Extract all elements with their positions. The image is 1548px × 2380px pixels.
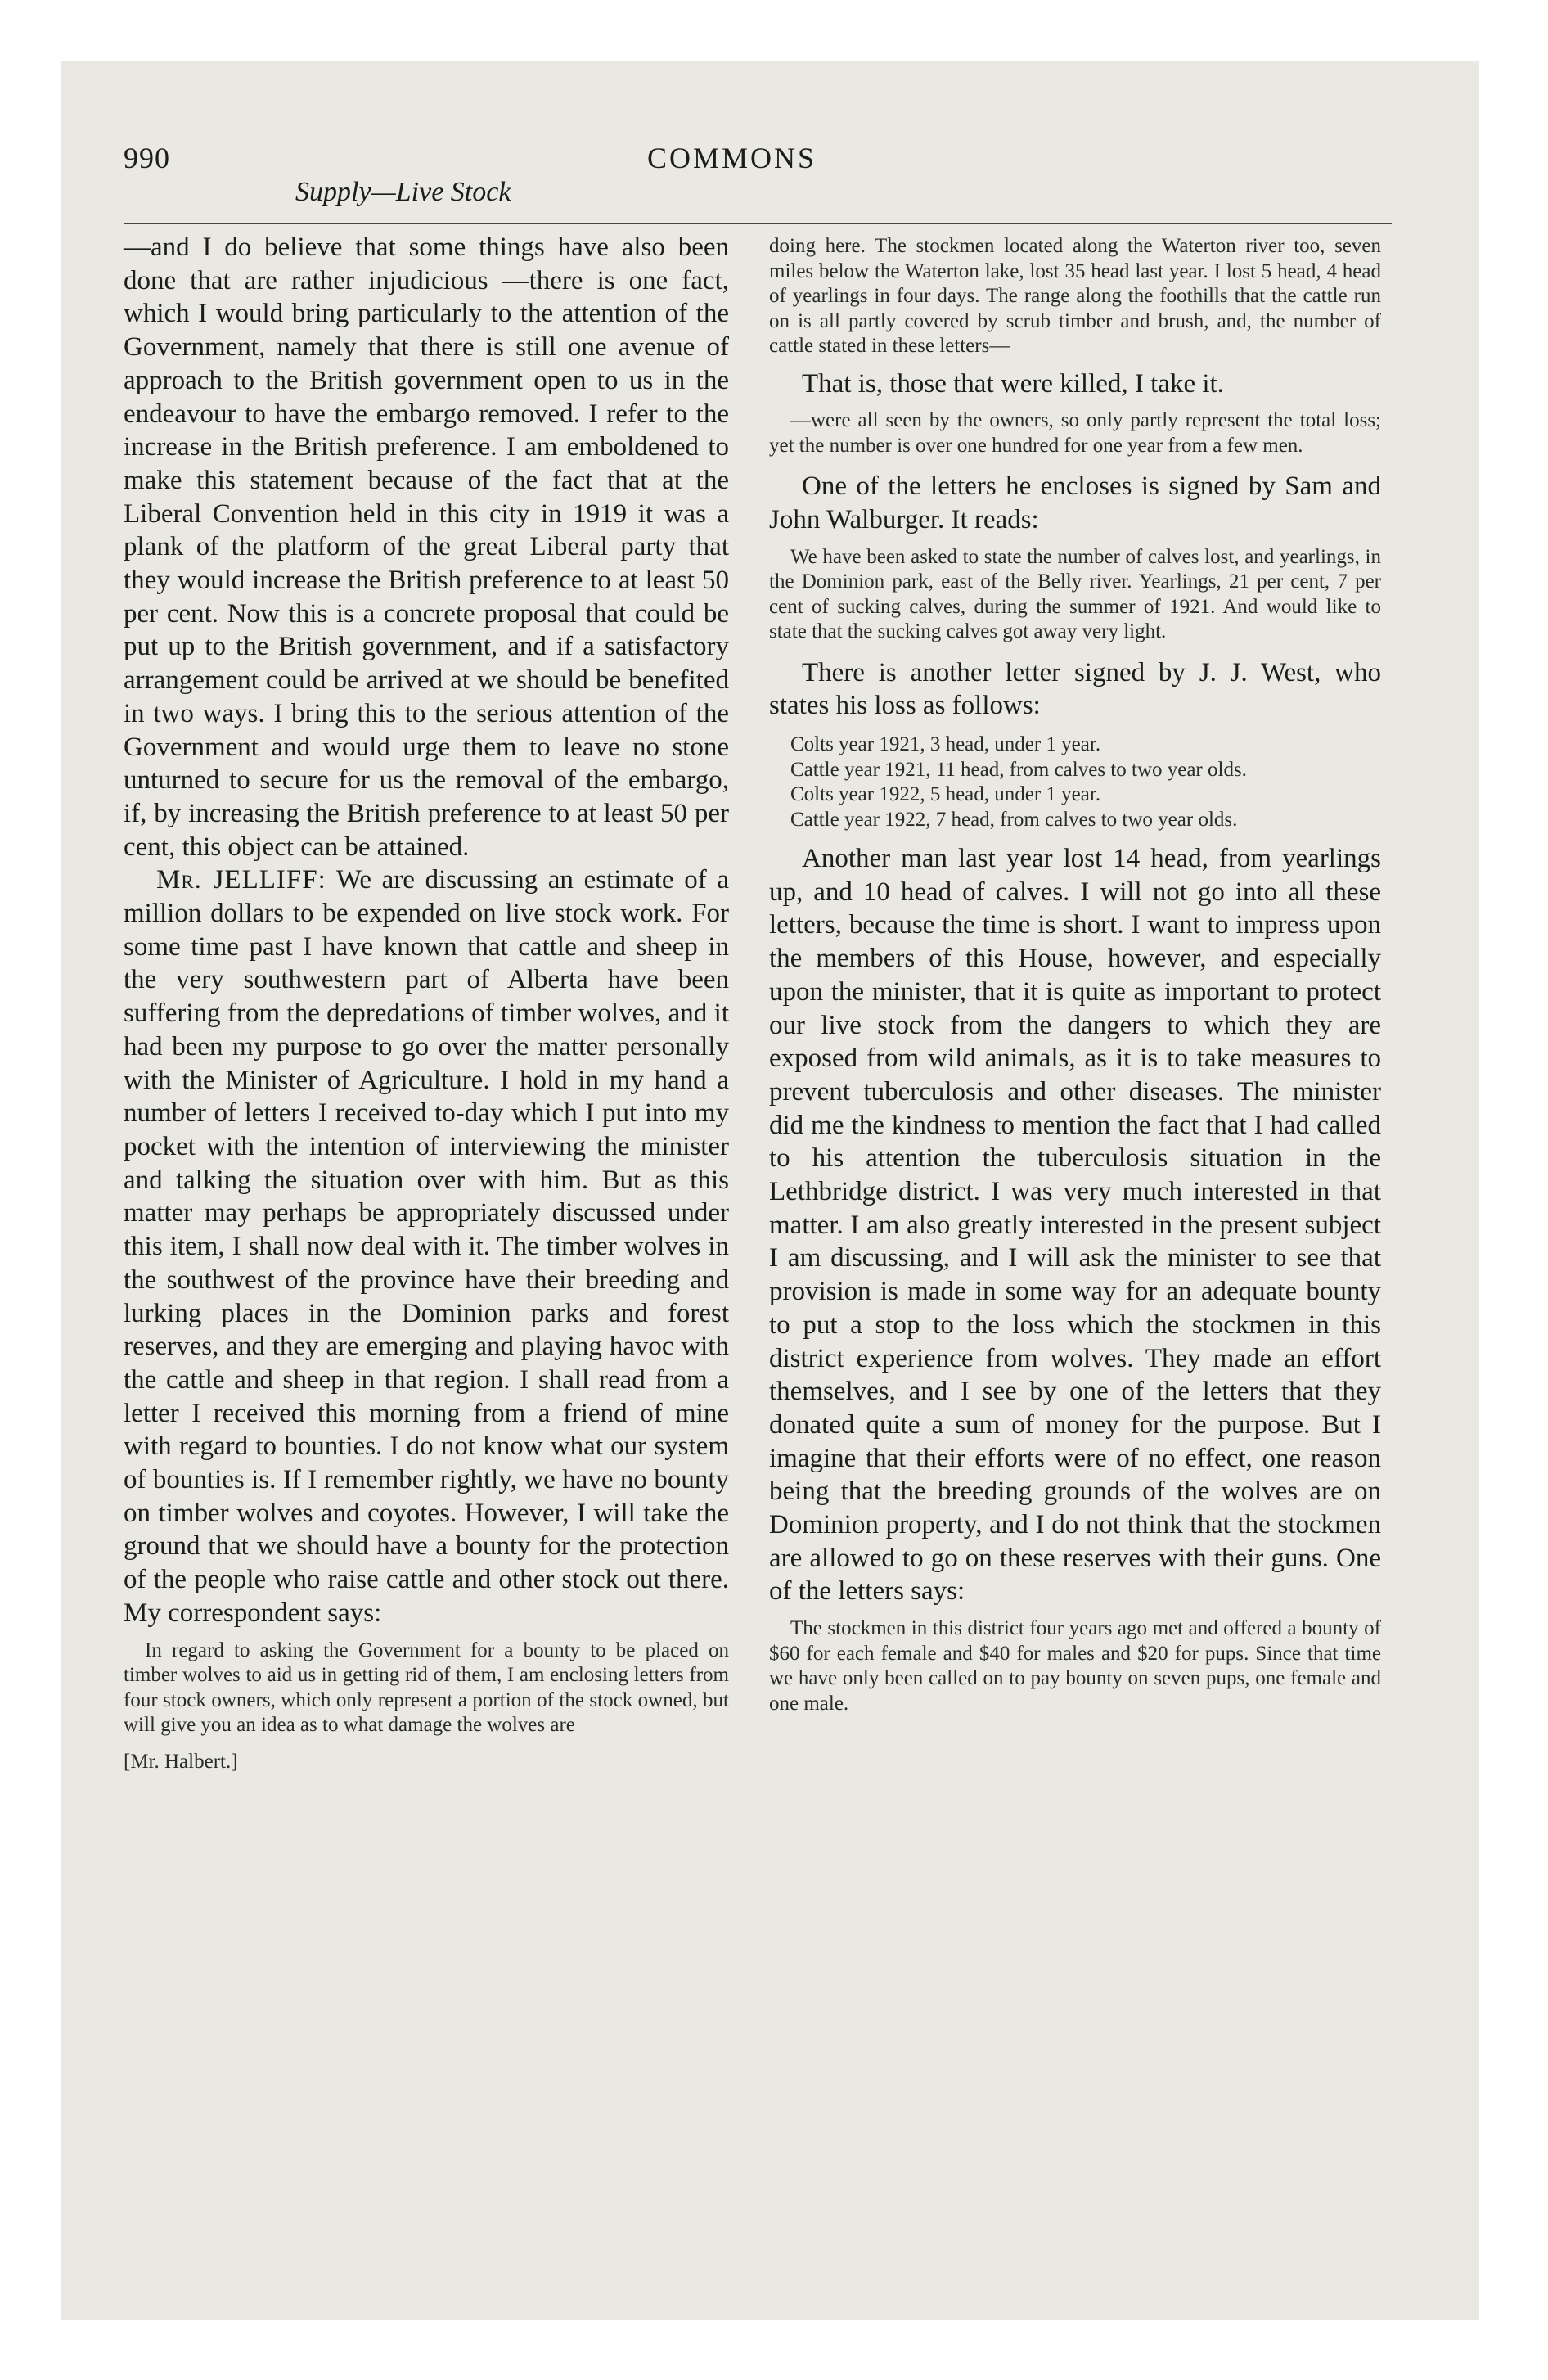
- quote-correspondent-continued: doing here. The stockmen located along the Waterton river too, seven miles below the Waterton lake, lost 35 head last year. I lost 5 head, 4 head of yearlings in four days. The range along the foothills that the cattle run on is all partly covered by scrub timber and brush, and, the number of cattle stated in these letters—: [769, 235, 1381, 357]
- paragraph-aside: That is, those that were killed, I take it.: [802, 368, 1224, 399]
- right-column: [769, 231, 1381, 1728]
- spacer: [769, 832, 1381, 842]
- paragraph-another-man: Another man last year lost 14 head, from yearlings up, and 10 head of calves. I will not go into all these letters, because the time is short. I want to impress upon the members of this House, however, and especially upon the minister, that it is quite as important to protect our live stock from the dangers to which they are exposed from wild animals, as it is to take measures to prevent tuberculosis and other diseases. The minister did me the kindness to mention the fact that I had called to his attention the tuberculosis situation in the Lethbridge district. I was very much interested in that matter. I am also greatly interested in the present subject I am discussing, and I will ask the minister to see that provision is made in some way for an adequate bounty to put a stop to the loss which the stockmen in this district experience from wolves. They made an effort themselves, and I see by one of the letters that they donated quite a sum of money for the purpose. But I imagine that their efforts were of no effect, one reason being that the breeding grounds of the wolves are on Dominion property, and I do not think that the stockmen are allowed to go on these reserves with their guns. One of the letters says:: [769, 844, 1381, 1607]
- list-item: Colts year 1922, 5 head, under 1 year.: [790, 783, 1101, 806]
- running-title: COMMONS: [647, 142, 817, 174]
- paragraph-embargo: —and I do believe that some things have also been done that are rather injudicious —there is one fact, which I would bring particularly to the attention of the Government, namely that there is still one avenue of approach to the British government open to us in the endeavour to have the embargo removed. I refer to the increase in the British preference. I am emboldened to make this statement because of the fact that at the Liberal Convention held in this city in 1919 it was a plank of the platform of the great Liberal party that they would increase the British preference to at least 50 per cent. Now this is a concrete proposal that could be put up to the British government, and if a satisfactory arrangement could be arrived at we should be benefited in two ways. I bring this to the serious attention of the Government and would urge them to leave no stone unturned to secure for us the removal of the embargo, if, by increasing the British preference to at least 50 per cent, this object can be attained.: [124, 232, 729, 862]
- list-item: Cattle year 1922, 7 head, from calves to two year olds.: [790, 808, 1238, 831]
- page-number: 990: [124, 142, 170, 174]
- quote-correspondent-end: —were all seen by the owners, so only partly represent the total loss; yet the number is over one hundred for one year from a few men.: [769, 409, 1381, 457]
- page-header: [124, 141, 1392, 223]
- west-loss-list: [769, 732, 1381, 832]
- header-rule: [124, 223, 1392, 224]
- list-item: Colts year 1921, 3 head, under 1 year.: [790, 733, 1101, 756]
- paragraph-walburger: One of the letters he encloses is signed by Sam and John Walburger. It reads:: [769, 471, 1381, 534]
- list-item: Cattle year 1921, 11 head, from calves to two year olds.: [790, 758, 1247, 781]
- speaker-name: Mr. JELLIFF:: [156, 865, 326, 895]
- paragraph-jelliff-text: We are discussing an estimate of a million dollars to be expended on live stock work. For some time past I have known that cattle and sheep in the very southwestern part of Alberta have been suffering from the depredations of timber wolves, and it had been my purpose to go over the matter personally with the Minister of Agriculture. I hold in my hand a number of letters I received to-day which I put into my pocket with the intention of interviewing the minister and talking the situation over with him. But as this matter may perhaps be appropriately discussed under this item, I shall now deal with it. The timber wolves in the southwest of the province have their breeding and lurking places in the Dominion parks and forest reserves, and they are emerging and playing havoc with the cattle and sheep in that region. I shall read from a letter I received this morning from a friend of mine with regard to bounties. I do not know what our system of bounties is. If I remember rightly, we have no bounty on timber wolves and coyotes. However, I will take the ground that we should have a bounty for the protection of the people who raise cattle and other stock out there. My correspondent says:: [124, 865, 730, 1628]
- spacer: [769, 723, 1381, 732]
- quote-walburger: We have been asked to state the number of calves lost, and yearlings, in the Dominion park, east of the Belly river. Yearlings, 21 per cent, 7 per cent of sucking calves, during the summer of 1921. And would like to state that the sucking calves got away very light.: [769, 545, 1381, 643]
- left-column: [124, 231, 729, 1774]
- paragraph-west: There is another letter signed by J. J. West, who states his loss as follows:: [769, 657, 1381, 721]
- quote-bounty: The stockmen in this district four years ago met and offered a bounty of $60 for each female and $40 for males and $20 for pups. Since that time we have only been called on to pay bounty on seven pups, one female and one male.: [769, 1617, 1381, 1715]
- paragraph-jelliff: [124, 863, 729, 1629]
- section-title: Supply—Live Stock: [295, 177, 511, 207]
- quote-correspondent: In regard to asking the Government for a bounty to be placed on timber wolves to aid us in getting rid of them, I am enclosing letters from four stock owners, which only represent a portion of the stock owned, but will give you an idea as to what damage the wolves are: [124, 1639, 729, 1737]
- speaker-marker: [Mr. Halbert.]: [124, 1750, 238, 1773]
